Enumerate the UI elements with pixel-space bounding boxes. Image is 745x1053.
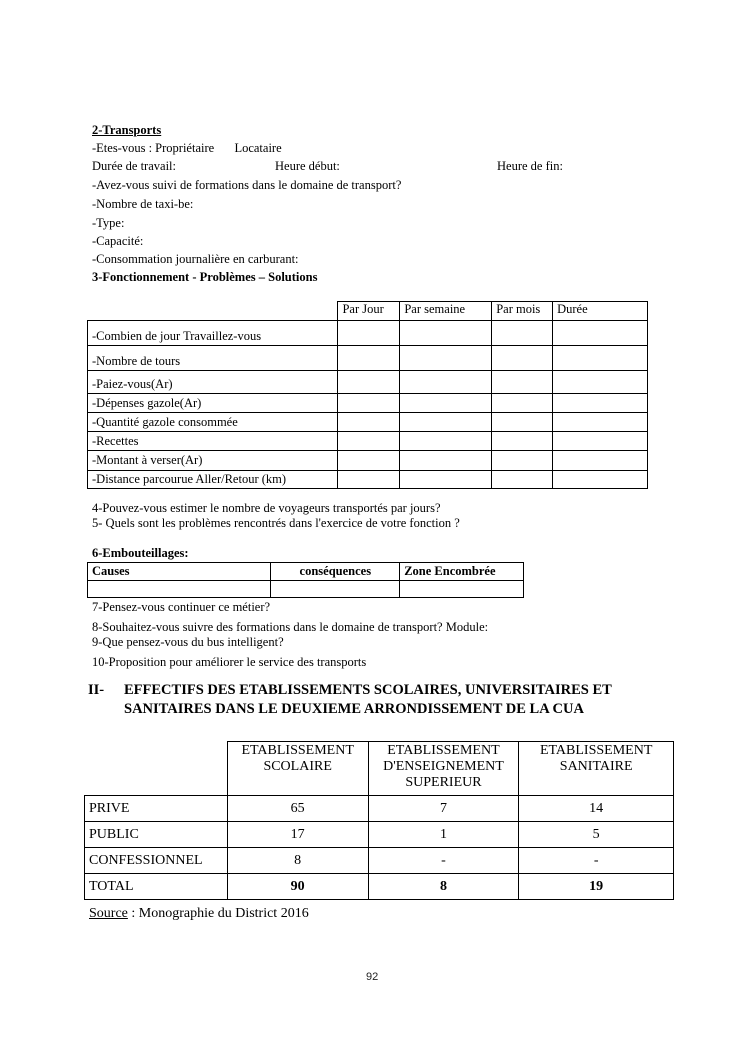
input-cell[interactable]	[400, 471, 492, 489]
cell-value: 14	[519, 796, 674, 822]
input-cell[interactable]	[400, 413, 492, 432]
table-row	[88, 451, 648, 471]
input-cell[interactable]	[553, 394, 648, 413]
row-label: -Quantité gazole consommée	[88, 413, 338, 432]
input-cell[interactable]	[400, 581, 524, 598]
header-duree: Durée	[553, 302, 648, 321]
type-label: -Type:	[92, 216, 125, 230]
empty-corner-cell	[88, 302, 338, 321]
input-cell[interactable]	[338, 394, 400, 413]
input-cell[interactable]	[400, 432, 492, 451]
cell-value: 8	[227, 848, 368, 874]
etes-vous-label: -Etes-vous : Propriétaire	[92, 141, 215, 155]
cell-value: 90	[227, 874, 368, 900]
header-par-semaine: Par semaine	[400, 302, 492, 321]
question-4: 4-Pouvez-vous estimer le nombre de voyageurs transportés par jours?	[92, 501, 441, 515]
input-cell[interactable]	[338, 451, 400, 471]
input-cell[interactable]	[338, 346, 400, 371]
row-label: CONFESSIONNEL	[85, 848, 228, 874]
header-zone-encombree: Zone Encombrée	[400, 563, 524, 581]
row-label: TOTAL	[85, 874, 228, 900]
question-10: 10-Proposition pour améliorer le service des transports	[92, 655, 367, 669]
row-label: PRIVE	[85, 796, 228, 822]
cell-value: 19	[519, 874, 674, 900]
table-row	[88, 346, 648, 371]
input-cell[interactable]	[338, 321, 400, 346]
input-cell[interactable]	[338, 432, 400, 451]
input-cell[interactable]	[492, 451, 553, 471]
question-9: 9-Que pensez-vous du bus intelligent?	[92, 635, 284, 649]
table-row	[88, 581, 524, 598]
row-label: -Montant à verser(Ar)	[88, 451, 338, 471]
table-row-total	[85, 874, 674, 900]
row-label: -Recettes	[88, 432, 338, 451]
cell-value: 5	[519, 822, 674, 848]
formations-question: -Avez-vous suivi de formations dans le domaine de transport?	[92, 178, 402, 192]
input-cell[interactable]	[88, 581, 271, 598]
locataire-label: Locataire	[234, 141, 282, 155]
header-par-mois: Par mois	[492, 302, 553, 321]
header-line: ETABLISSEMENT	[539, 743, 653, 758]
source-label: Source	[89, 906, 128, 921]
row-label: -Combien de jour Travaillez-vous	[88, 321, 338, 346]
table-header-row	[85, 742, 674, 796]
row-label: -Distance parcourue Aller/Retour (km)	[88, 471, 338, 489]
header-line: SCOLAIRE	[263, 759, 332, 774]
table-row	[88, 471, 648, 489]
section-title-embouteillages: 6-Embouteillages:	[92, 546, 189, 560]
row-label: -Paiez-vous(Ar)	[88, 371, 338, 394]
cell-value: 8	[368, 874, 519, 900]
section-roman-numeral: II-	[88, 682, 105, 698]
cell-value: 1	[368, 822, 519, 848]
table-row-public	[85, 822, 674, 848]
question-8: 8-Souhaitez-vous suivre des formations dans le domaine de transport? Module:	[92, 620, 489, 634]
input-cell[interactable]	[400, 371, 492, 394]
table-row-confessionnel	[85, 848, 674, 874]
embouteillages-table	[87, 562, 524, 598]
input-cell[interactable]	[338, 413, 400, 432]
header-etablissement-sanitaire	[519, 742, 674, 796]
input-cell[interactable]	[553, 346, 648, 371]
input-cell[interactable]	[553, 413, 648, 432]
input-cell[interactable]	[338, 371, 400, 394]
heading-line-1: EFFECTIFS DES ETABLISSEMENTS SCOLAIRES, UNIVERSITAIRES ET	[124, 682, 612, 698]
cell-value: 7	[368, 796, 519, 822]
header-etablissement-superieur	[368, 742, 519, 796]
source-text: : Monographie du District 2016	[127, 906, 309, 921]
input-cell[interactable]	[400, 451, 492, 471]
cell-value: 65	[227, 796, 368, 822]
cell-value: -	[519, 848, 674, 874]
input-cell[interactable]	[400, 346, 492, 371]
table-row-prive	[85, 796, 674, 822]
question-5: 5- Quels sont les problèmes rencontrés dans l'exercice de votre fonction ?	[92, 516, 460, 530]
header-causes: Causes	[88, 563, 271, 581]
fonctionnement-table	[87, 301, 648, 489]
page-number: 92	[366, 971, 379, 983]
effectifs-table	[84, 741, 674, 900]
section-title-fonctionnement: 3-Fonctionnement - Problèmes – Solutions	[92, 270, 318, 284]
input-cell[interactable]	[553, 471, 648, 489]
row-label: -Nombre de tours	[88, 346, 338, 371]
input-cell[interactable]	[492, 413, 553, 432]
cell-value: -	[368, 848, 519, 874]
input-cell[interactable]	[400, 321, 492, 346]
input-cell[interactable]	[492, 432, 553, 451]
duree-travail-label: Durée de travail:	[92, 159, 176, 173]
heure-debut-label: Heure début:	[275, 159, 340, 173]
input-cell[interactable]	[553, 432, 648, 451]
table-row	[88, 413, 648, 432]
section-heading-effectifs	[88, 681, 612, 719]
empty-corner-cell	[85, 742, 228, 796]
header-consequences: conséquences	[271, 563, 400, 581]
table-row	[88, 321, 648, 346]
input-cell[interactable]	[553, 371, 648, 394]
header-line: ETABLISSEMENT	[241, 743, 354, 758]
heure-fin-label: Heure de fin:	[497, 159, 563, 173]
table-header-row	[88, 302, 648, 321]
etes-vous-line	[92, 141, 282, 156]
header-line: D'ENSEIGNEMENT	[383, 759, 504, 774]
row-label: PUBLIC	[85, 822, 228, 848]
row-label: -Dépenses gazole(Ar)	[88, 394, 338, 413]
input-cell[interactable]	[492, 346, 553, 371]
nombre-taxi-label: -Nombre de taxi-be:	[92, 197, 194, 211]
input-cell[interactable]	[492, 394, 553, 413]
header-line: SANITAIRE	[559, 759, 633, 774]
input-cell[interactable]	[271, 581, 400, 598]
source-note	[89, 905, 309, 922]
header-par-jour: Par Jour	[338, 302, 400, 321]
input-cell[interactable]	[553, 321, 648, 346]
header-etablissement-scolaire	[227, 742, 368, 796]
input-cell[interactable]	[492, 371, 553, 394]
capacite-label: -Capacité:	[92, 234, 144, 248]
heading-line-2: SANITAIRES DANS LE DEUXIEME ARRONDISSEMENT DE LA CUA	[124, 701, 584, 717]
input-cell[interactable]	[400, 394, 492, 413]
section-title-transports: 2-Transports	[92, 123, 162, 137]
header-line: ETABLISSEMENT	[387, 743, 500, 758]
question-7: 7-Pensez-vous continuer ce métier?	[92, 600, 271, 614]
input-cell[interactable]	[338, 471, 400, 489]
table-row	[88, 394, 648, 413]
table-row	[88, 371, 648, 394]
cell-value: 17	[227, 822, 368, 848]
table-row	[88, 432, 648, 451]
table-header-row	[88, 563, 524, 581]
consommation-label: -Consommation journalière en carburant:	[92, 252, 299, 266]
input-cell[interactable]	[492, 321, 553, 346]
input-cell[interactable]	[553, 451, 648, 471]
header-line: SUPERIEUR	[405, 775, 482, 790]
input-cell[interactable]	[492, 471, 553, 489]
